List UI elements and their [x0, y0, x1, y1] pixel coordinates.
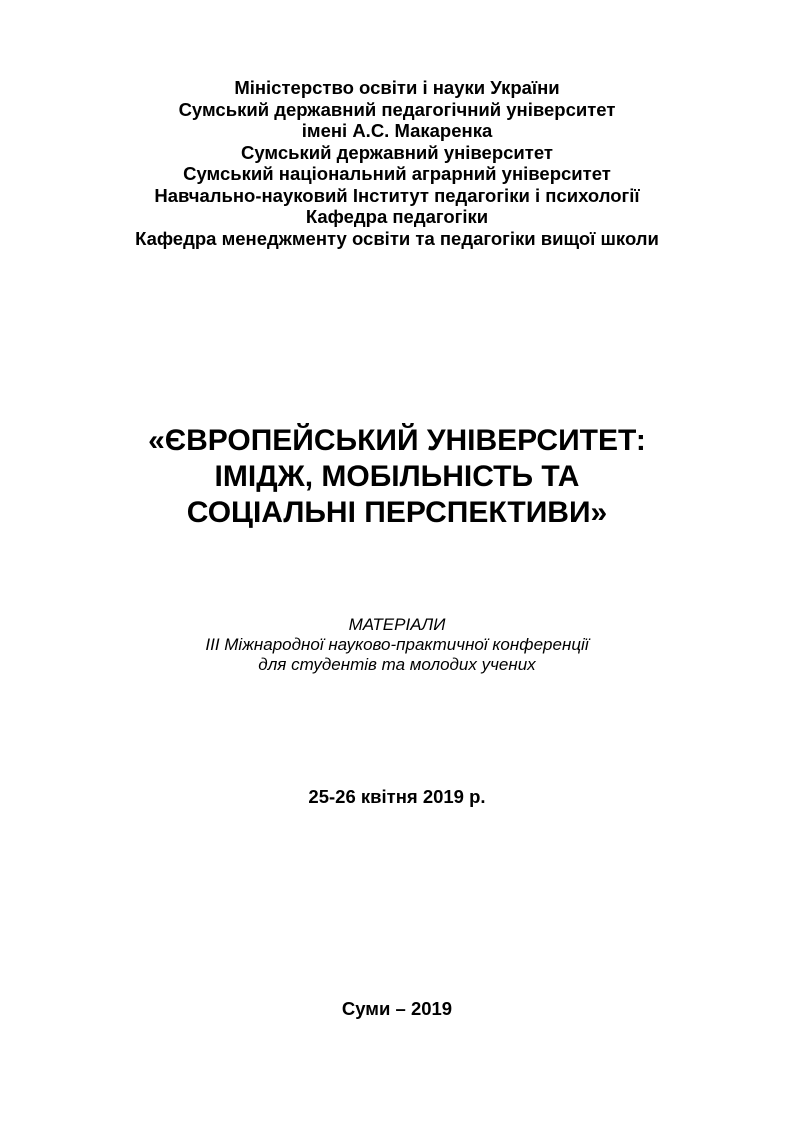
materials-line: МАТЕРІАЛИ — [348, 615, 446, 634]
institution-line: Сумський державний педагогічний університет — [178, 98, 616, 120]
place-year: Суми – 2019 — [341, 998, 453, 1019]
institution-line: Навчально-науковий Інститут педагогіки і психології — [154, 184, 640, 206]
title-line: СОЦІАЛЬНІ ПЕРСПЕКТИВИ» — [186, 496, 608, 529]
institution-line: імені А.С. Макаренка — [301, 120, 493, 141]
institution-line: Кафедра педагогіки — [305, 206, 489, 227]
materials-line: ІІІ Міжнародної науково-практичної конференції — [205, 635, 589, 654]
conference-title — [0, 423, 794, 531]
conference-date: 25-26 квітня 2019 р. — [308, 786, 486, 807]
institution-line: Кафедра менеджменту освіти та педагогіки вищої школи — [135, 227, 659, 249]
institution-line: Сумський національний аграрний університет — [183, 163, 611, 184]
institution-line: Сумський державний університет — [241, 141, 553, 163]
materials-subtitle — [0, 615, 794, 675]
institution-line: Міністерство освіти і науки України — [234, 77, 560, 98]
materials-line: для студентів та молодих учених — [258, 655, 536, 674]
title-line: «ЄВРОПЕЙСЬКИЙ УНІВЕРСИТЕТ: — [148, 424, 646, 457]
institutions-block — [0, 77, 794, 249]
title-line: ІМІДЖ, МОБІЛЬНІСТЬ ТА — [214, 460, 580, 493]
